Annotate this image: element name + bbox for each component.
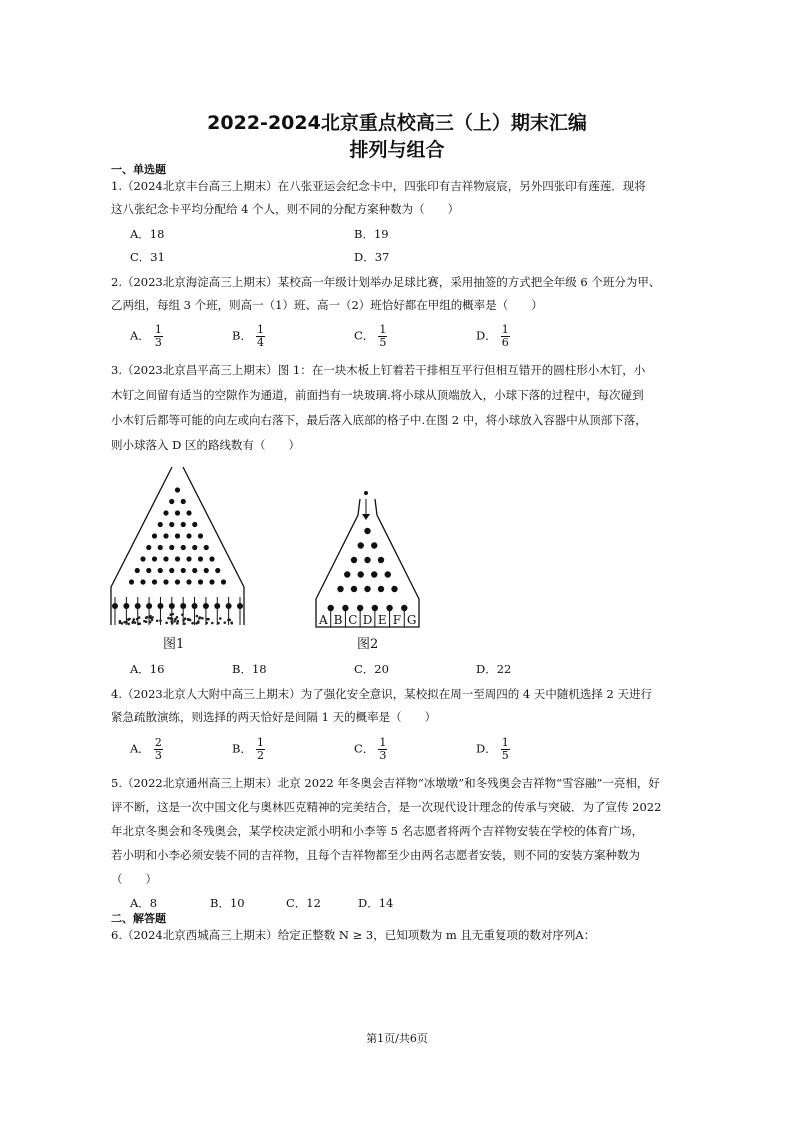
ball — [167, 617, 170, 620]
q3-text-line1: 3.（2023北京昌平高三上期末）图 1：在一块木板上钉着若干排相互平行但相互错开的圆柱形小木钉，小 — [111, 363, 646, 377]
q3-option-c: C．20 — [354, 662, 389, 676]
peg — [157, 603, 163, 609]
bin-label-a: A — [319, 613, 328, 627]
section-heading-answer: 二、解答题 — [111, 912, 166, 925]
peg — [140, 579, 145, 584]
ball — [201, 617, 204, 620]
ball — [172, 613, 175, 616]
ball — [227, 619, 230, 622]
bin-label-f: F — [392, 613, 402, 627]
bin-label-c: C — [348, 613, 358, 627]
q4-option-b: B． $\frac{1}{2}$ — [232, 736, 264, 762]
peg — [198, 533, 203, 538]
ball — [177, 620, 180, 623]
peg — [175, 510, 180, 515]
peg — [204, 568, 209, 573]
peg — [181, 568, 186, 573]
q3-text-line4: 则小球落入 D 区的路线数有（ ） — [111, 438, 301, 452]
q2-option-d: D． $\frac{1}{6}$ — [476, 323, 509, 349]
peg — [163, 556, 168, 561]
ball — [171, 618, 174, 621]
dropping-ball — [364, 491, 368, 495]
ball — [217, 622, 220, 625]
figure-2-caption: 图2 — [357, 637, 379, 652]
q4-option-a: A． $\frac{2}{3}$ — [130, 736, 162, 762]
peg — [198, 556, 203, 561]
q3-option-d: D．22 — [476, 662, 512, 676]
peg — [169, 603, 175, 609]
peg — [186, 510, 191, 515]
q1-option-d: D．37 — [354, 250, 390, 264]
q5-text-line5: （ ） — [111, 872, 157, 886]
peg — [344, 571, 350, 577]
peg — [209, 556, 214, 561]
ball — [134, 621, 137, 624]
ball — [191, 622, 194, 625]
peg — [209, 579, 214, 584]
ball — [136, 618, 139, 621]
bin-label-g: G — [406, 613, 417, 627]
peg — [158, 568, 163, 573]
ball — [165, 622, 168, 625]
peg — [163, 533, 168, 538]
fraction: $\frac{1}{4}$ — [256, 323, 264, 349]
ball — [199, 616, 202, 619]
peg — [135, 603, 141, 609]
ball — [176, 622, 179, 625]
q6-text-line1: 6.（2024北京西城高三上期末）给定正整数 N ≥ 3，已知项数为 m 且无重复项的数对序列A： — [111, 928, 596, 942]
q5-text-line4: 若小明和小李必须安装不同的吉祥物，且每个吉祥物都至少由两名志愿者安装，则不同的安装方案种数为 — [111, 848, 640, 862]
drop-arrow — [362, 499, 370, 520]
ball — [149, 621, 152, 624]
peg — [169, 522, 174, 527]
section-heading-single-choice: 一、单选题 — [111, 163, 166, 176]
ball — [219, 617, 222, 620]
peg — [198, 579, 203, 584]
q4-text-line2: 紧急疏散演练，则选择的两天恰好是间隔 1 天的概率是（ ） — [111, 710, 437, 724]
page-title: 2022-2024北京重点校高三（上）期末汇编 — [207, 112, 587, 134]
peg — [351, 586, 357, 592]
q5-text-line3: 年北京冬奥会和冬残奥会，某学校决定派小明和小李等 5 名志愿者将两个吉祥物安装在学校的体育广场， — [111, 824, 644, 838]
ball — [182, 619, 185, 622]
ball — [119, 620, 122, 623]
peg — [129, 579, 134, 584]
ball — [127, 623, 130, 626]
peg — [371, 571, 377, 577]
q1-option-a: A．18 — [130, 227, 165, 241]
ball — [187, 618, 190, 621]
q2-text-line2: 乙两组，每组 3 个班，则高一（1）班、高一（2）班恰好都在甲组的概率是（ ） — [111, 298, 543, 312]
q4-option-d: D． $\frac{1}{5}$ — [476, 736, 509, 762]
peg — [186, 579, 191, 584]
ball — [230, 621, 233, 624]
peg — [391, 586, 397, 592]
peg — [146, 545, 151, 550]
peg — [364, 557, 370, 563]
ball — [181, 613, 184, 616]
peg — [386, 605, 392, 611]
peg — [215, 568, 220, 573]
ball — [125, 621, 128, 624]
peg — [163, 510, 168, 515]
ball — [137, 623, 140, 626]
peg — [186, 556, 191, 561]
peg — [192, 545, 197, 550]
peg — [158, 522, 163, 527]
ball — [206, 618, 209, 621]
ball — [205, 622, 208, 625]
q1-text-line1: 1.（2024北京丰台高三上期末）在八张亚运会纪念卡中，四张印有吉祥物宸宸，另外四张印有莲莲．现将 — [111, 179, 646, 193]
peg — [342, 605, 348, 611]
peg — [372, 605, 378, 611]
q5-text-line1: 5.（2022北京通州高三上期末）北京 2022 年冬奥会吉祥物“冰墩墩”和冬残奥会吉祥物“雪容融”一亮相，好 — [111, 776, 660, 790]
q4-text-line1: 4.（2023北京人大附中高三上期末）为了强化安全意识，某校拟在周一至周四的 4 天中随机选择 2 天进行 — [111, 687, 652, 701]
ball — [159, 619, 162, 622]
q5-option-d: D．14 — [358, 896, 394, 910]
peg — [169, 499, 174, 504]
peg — [163, 579, 168, 584]
peg — [378, 586, 384, 592]
peg — [203, 603, 209, 609]
peg — [371, 542, 377, 548]
peg — [358, 571, 364, 577]
peg — [204, 545, 209, 550]
bin-label-d: D — [362, 613, 373, 627]
peg — [237, 603, 243, 609]
q5-option-c: C．12 — [286, 896, 321, 910]
peg — [351, 557, 357, 563]
ball — [132, 618, 135, 621]
ball — [211, 622, 214, 625]
q2-option-c: C． $\frac{1}{5}$ — [354, 323, 387, 349]
q2-option-a: A． $\frac{1}{3}$ — [130, 323, 162, 349]
peg — [192, 568, 197, 573]
peg — [152, 556, 157, 561]
peg — [123, 603, 129, 609]
ball — [145, 620, 148, 623]
peg — [175, 556, 180, 561]
peg — [169, 545, 174, 550]
galton-board-figure-1 — [105, 465, 250, 630]
peg — [112, 603, 118, 609]
peg — [192, 522, 197, 527]
peg — [385, 571, 391, 577]
peg — [169, 568, 174, 573]
peg — [135, 568, 140, 573]
peg — [181, 522, 186, 527]
ball — [145, 616, 148, 619]
q5-option-a: A．8 — [130, 896, 158, 910]
peg — [140, 556, 145, 561]
fraction: $\frac{1}{5}$ — [501, 736, 509, 762]
peg — [181, 545, 186, 550]
q5-option-b: B．10 — [210, 896, 245, 910]
peg — [358, 542, 364, 548]
peg — [364, 586, 370, 592]
fraction: $\frac{1}{6}$ — [501, 323, 509, 349]
peg — [181, 499, 186, 504]
ball — [223, 621, 226, 624]
figure-1-caption: 图1 — [163, 637, 185, 652]
peg — [378, 557, 384, 563]
q3-option-b: B．18 — [232, 662, 267, 676]
peg — [401, 605, 407, 611]
q3-text-line3: 小木钉后都等可能的向左或向右落下，最后落入底部的格子中.在图 2 中，将小球放入容器中从顶部下落， — [111, 413, 647, 427]
q3-option-a: A．16 — [130, 662, 165, 676]
ball — [174, 618, 177, 621]
q4-option-c: C． $\frac{1}{3}$ — [354, 736, 387, 762]
fraction: $\frac{1}{3}$ — [379, 736, 387, 762]
ball — [197, 620, 200, 623]
fraction: $\frac{1}{2}$ — [256, 736, 264, 762]
ball — [128, 618, 131, 621]
q2-text-line1: 2.（2023北京海淀高三上期末）某校高一年级计划举办足球比赛，采用抽签的方式把全年级 6 个班分为甲、 — [111, 275, 661, 289]
peg — [180, 603, 186, 609]
q1-option-b: B．19 — [354, 227, 389, 241]
bin-label-e: E — [377, 613, 387, 627]
page-subtitle: 排列与组合 — [349, 139, 445, 161]
peg — [186, 533, 191, 538]
bin-label-b: B — [333, 613, 343, 627]
peg — [221, 579, 226, 584]
peg — [226, 603, 232, 609]
peg — [146, 603, 152, 609]
peg — [337, 586, 343, 592]
peg — [175, 579, 180, 584]
fraction: $\frac{1}{5}$ — [379, 323, 387, 349]
ball — [151, 619, 154, 622]
ball — [121, 622, 124, 625]
peg — [328, 605, 334, 611]
peg — [364, 528, 370, 534]
q2-option-b: B． $\frac{1}{4}$ — [232, 323, 264, 349]
ball — [196, 615, 199, 618]
ball — [156, 619, 159, 622]
q1-option-c: C．31 — [130, 250, 165, 264]
peg — [175, 533, 180, 538]
q5-text-line2: 评不断，这是一次中国文化与奥林匹克精神的完美结合，是一次现代设计理念的传承与突破．为了宣传 2022 — [111, 800, 662, 814]
ball — [149, 615, 152, 618]
q1-text-line2: 这八张纪念卡平均分配给 4 个人，则不同的分配方案种数为（ ） — [111, 202, 460, 216]
fraction: $\frac{2}{3}$ — [154, 736, 162, 762]
peg — [152, 579, 157, 584]
ball — [171, 622, 174, 625]
peg — [152, 533, 157, 538]
peg — [192, 603, 198, 609]
ball — [183, 622, 186, 625]
q3-text-line2: 木钉之间留有适当的空隙作为通道，前面挡有一块玻璃.将小球从顶端放入，小球下落的过程中，每次碰到 — [111, 388, 644, 402]
peg — [175, 487, 180, 492]
galton-board-figure-2 — [310, 487, 425, 629]
fraction: $\frac{1}{3}$ — [154, 323, 162, 349]
page-footer: 第1页/共6页 — [366, 1032, 428, 1045]
peg — [158, 545, 163, 550]
peg — [357, 605, 363, 611]
peg — [146, 568, 151, 573]
peg — [214, 603, 220, 609]
